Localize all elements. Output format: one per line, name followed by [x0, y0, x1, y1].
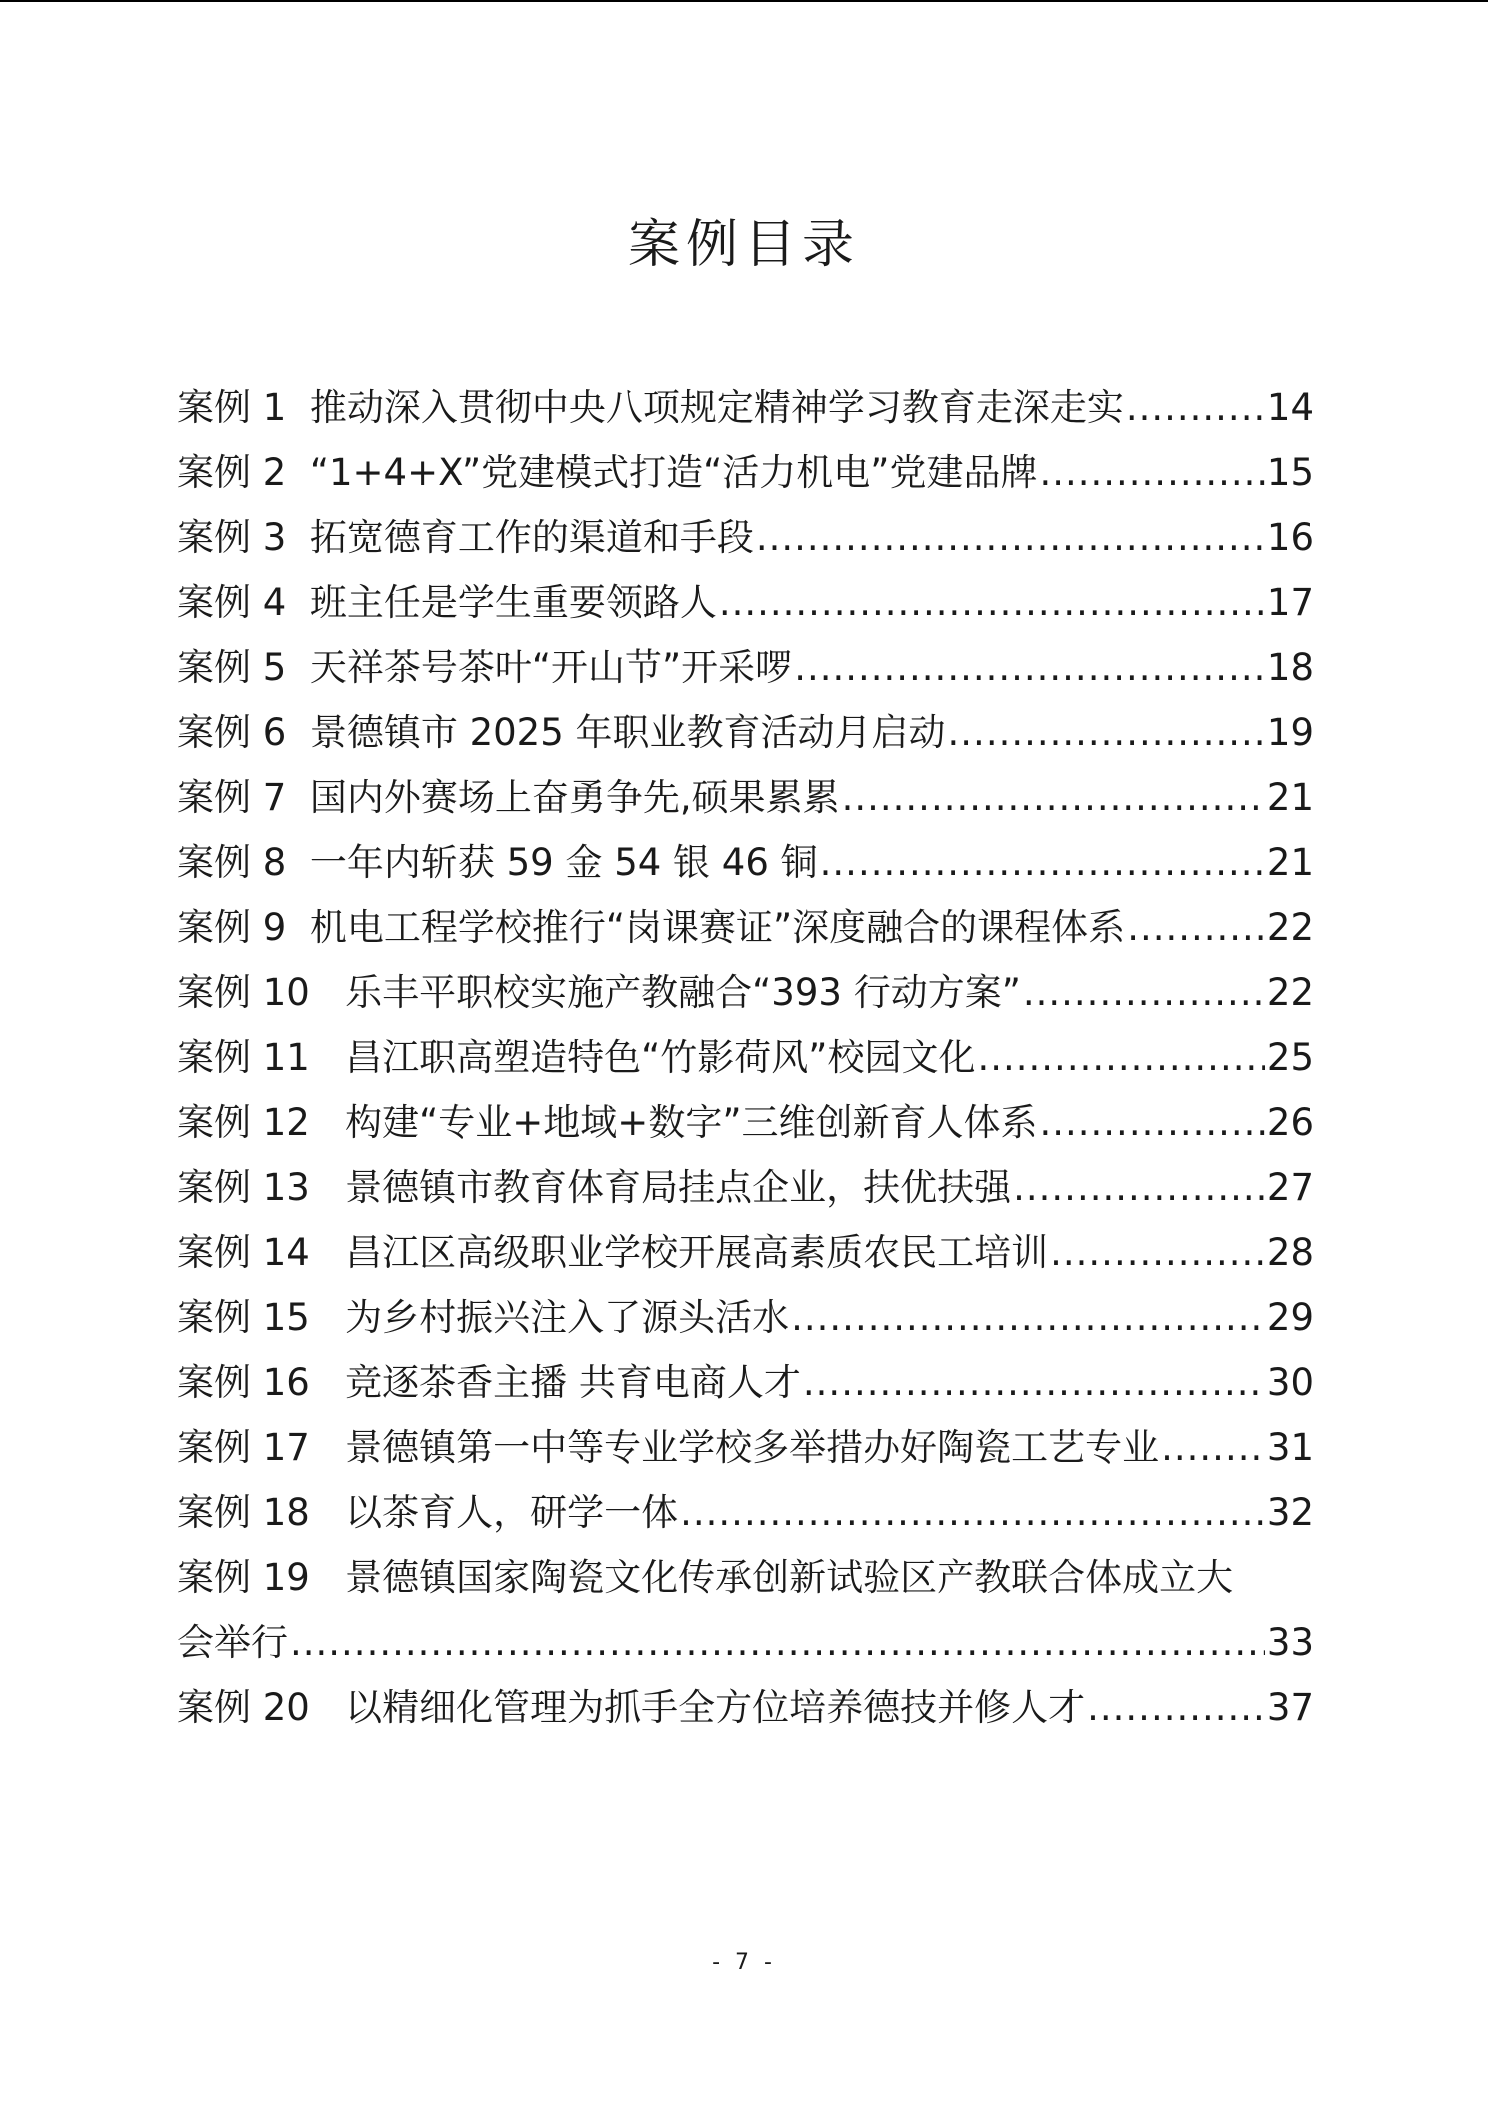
- toc-entry-page-number: 33: [1266, 1621, 1314, 1664]
- toc-entry-page-number: 18: [1266, 646, 1314, 689]
- dot-leader: [948, 700, 1265, 765]
- dot-leader: [756, 505, 1265, 570]
- toc-entry-title: 以茶育人，研学一体: [345, 1491, 679, 1534]
- toc-entry[interactable]: [177, 505, 1314, 570]
- toc-entry[interactable]: [177, 1090, 1314, 1155]
- dot-leader: [842, 765, 1265, 830]
- toc-entry-label: 案例 10: [177, 971, 310, 1014]
- toc-entry-page-number: 30: [1266, 1361, 1314, 1404]
- toc-entry-title-continuation: 会举行: [177, 1621, 288, 1664]
- toc-entry[interactable]: [177, 1285, 1314, 1350]
- dot-leader: [1127, 895, 1265, 960]
- toc-entry-title: 构建“专业+地域+数字”三维创新育人体系: [345, 1101, 1038, 1144]
- toc-entry[interactable]: [177, 1415, 1314, 1480]
- toc-entry-page-number: 26: [1266, 1101, 1314, 1144]
- toc-entry-label: 案例 13: [177, 1166, 310, 1209]
- toc-entry-title: 景德镇市 2025 年职业教育活动月启动: [309, 711, 946, 754]
- toc-entry-title: 拓宽德育工作的渠道和手段: [309, 516, 754, 559]
- toc-entry[interactable]: [177, 960, 1314, 1025]
- toc-entry-label: 案例 6: [177, 711, 287, 754]
- toc-entry[interactable]: [177, 375, 1314, 440]
- toc-entry[interactable]: [177, 700, 1314, 765]
- dot-leader: [1126, 375, 1265, 440]
- toc-entry-title: 一年内斩获 59 金 54 银 46 铜: [309, 841, 818, 884]
- toc-entry[interactable]: [177, 1480, 1314, 1545]
- toc-entry-title: 景德镇国家陶瓷文化传承创新试验区产教联合体成立大: [345, 1556, 1234, 1599]
- toc-entry-title: 竞逐茶香主播 共育电商人才: [345, 1361, 801, 1404]
- toc-entry[interactable]: [177, 1155, 1314, 1220]
- toc-entry[interactable]: [177, 1220, 1314, 1285]
- toc-entry-label: 案例 8: [177, 841, 287, 884]
- toc-entry-label: 案例 20: [177, 1686, 310, 1729]
- dot-leader: [820, 830, 1265, 895]
- toc-entry-title: 昌江区高级职业学校开展高素质农民工培训: [345, 1231, 1049, 1274]
- toc-entry[interactable]: [177, 765, 1314, 830]
- toc-entry-page-number: 16: [1266, 516, 1314, 559]
- dot-leader: [1039, 1090, 1264, 1155]
- toc-entry-label: 案例 12: [177, 1101, 310, 1144]
- toc-entry-title: 班主任是学生重要领路人: [309, 581, 717, 624]
- toc-entry-page-number: 28: [1266, 1231, 1314, 1274]
- dot-leader: [794, 635, 1265, 700]
- toc-entry-label: 案例 5: [177, 646, 287, 689]
- toc-entry-label: 案例 3: [177, 516, 287, 559]
- toc-entry-page-number: 27: [1266, 1166, 1314, 1209]
- dot-leader: [1161, 1415, 1265, 1480]
- dot-leader: [977, 1025, 1264, 1090]
- toc-entry-label: 案例 14: [177, 1231, 310, 1274]
- toc-entry-page-number: 32: [1266, 1491, 1314, 1534]
- toc-entry-page-number: 31: [1266, 1426, 1314, 1469]
- dot-leader: [719, 570, 1265, 635]
- dot-leader: [1087, 1675, 1265, 1740]
- dot-leader: [1023, 960, 1265, 1025]
- toc-entry-label: 案例 2: [177, 451, 287, 494]
- toc-entry[interactable]: [177, 440, 1314, 505]
- toc-entry-page-number: 25: [1266, 1036, 1314, 1079]
- dot-leader: [1013, 1155, 1265, 1220]
- toc-entry-title: 为乡村振兴注入了源头活水: [345, 1296, 790, 1339]
- toc-entry-label: 案例 18: [177, 1491, 310, 1534]
- toc-entry-label: 案例 17: [177, 1426, 310, 1469]
- toc-entry-title: 天祥茶号茶叶“开山节”开采啰: [309, 646, 793, 689]
- toc-entry-page-number: 19: [1266, 711, 1314, 754]
- toc-entry-title: 昌江职高塑造特色“竹影荷风”校园文化: [345, 1036, 976, 1079]
- dot-leader: [290, 1610, 1265, 1675]
- toc-entry-page-number: 37: [1266, 1686, 1314, 1729]
- dot-leader: [680, 1480, 1265, 1545]
- toc-entry-page-number: 15: [1266, 451, 1314, 494]
- toc-entry-label: 案例 16: [177, 1361, 310, 1404]
- page-title: 案例目录: [627, 215, 860, 275]
- top-border-rule: [0, 0, 1488, 2]
- table-of-contents: [177, 375, 1314, 1740]
- page-number-footer: - 7 -: [712, 1950, 776, 1975]
- toc-entry-title: 乐丰平职校实施产教融合“393 行动方案”: [345, 971, 1021, 1014]
- toc-entry-title: “1+4+X”党建模式打造“活力机电”党建品牌: [309, 451, 1038, 494]
- dot-leader: [791, 1285, 1265, 1350]
- toc-entry[interactable]: [177, 570, 1314, 635]
- toc-entry[interactable]: [177, 1025, 1314, 1090]
- toc-entry[interactable]: [177, 1545, 1314, 1675]
- toc-entry-page-number: 29: [1266, 1296, 1314, 1339]
- toc-entry-page-number: 22: [1266, 971, 1314, 1014]
- toc-entry-title: 机电工程学校推行“岗课赛证”深度融合的课程体系: [309, 906, 1126, 949]
- toc-entry[interactable]: [177, 830, 1314, 895]
- dot-leader: [1039, 440, 1264, 505]
- toc-entry-title: 景德镇第一中等专业学校多举措办好陶瓷工艺专业: [345, 1426, 1160, 1469]
- toc-entry[interactable]: [177, 1350, 1314, 1415]
- toc-entry-label: 案例 1: [177, 386, 287, 429]
- dot-leader: [1050, 1220, 1265, 1285]
- toc-entry[interactable]: [177, 1675, 1314, 1740]
- toc-entry[interactable]: [177, 895, 1314, 960]
- toc-entry-label: 案例 11: [177, 1036, 310, 1079]
- toc-entry-title: 景德镇市教育体育局挂点企业，扶优扶强: [345, 1166, 1012, 1209]
- toc-entry-page-number: 22: [1266, 906, 1314, 949]
- toc-entry-page-number: 21: [1266, 841, 1314, 884]
- toc-entry-title: 推动深入贯彻中央八项规定精神学习教育走深走实: [309, 386, 1124, 429]
- dot-leader: [803, 1350, 1265, 1415]
- toc-entry[interactable]: [177, 635, 1314, 700]
- toc-entry-label: 案例 19: [177, 1556, 310, 1599]
- toc-entry-title: 以精细化管理为抓手全方位培养德技并修人才: [345, 1686, 1086, 1729]
- toc-entry-label: 案例 7: [177, 776, 287, 819]
- toc-entry-page-number: 21: [1266, 776, 1314, 819]
- toc-entry-title: 国内外赛场上奋勇争先,硕果累累: [309, 776, 840, 819]
- toc-entry-page-number: 17: [1266, 581, 1314, 624]
- toc-entry-label: 案例 15: [177, 1296, 310, 1339]
- toc-entry-label: 案例 9: [177, 906, 287, 949]
- toc-entry-page-number: 14: [1266, 386, 1314, 429]
- toc-entry-label: 案例 4: [177, 581, 287, 624]
